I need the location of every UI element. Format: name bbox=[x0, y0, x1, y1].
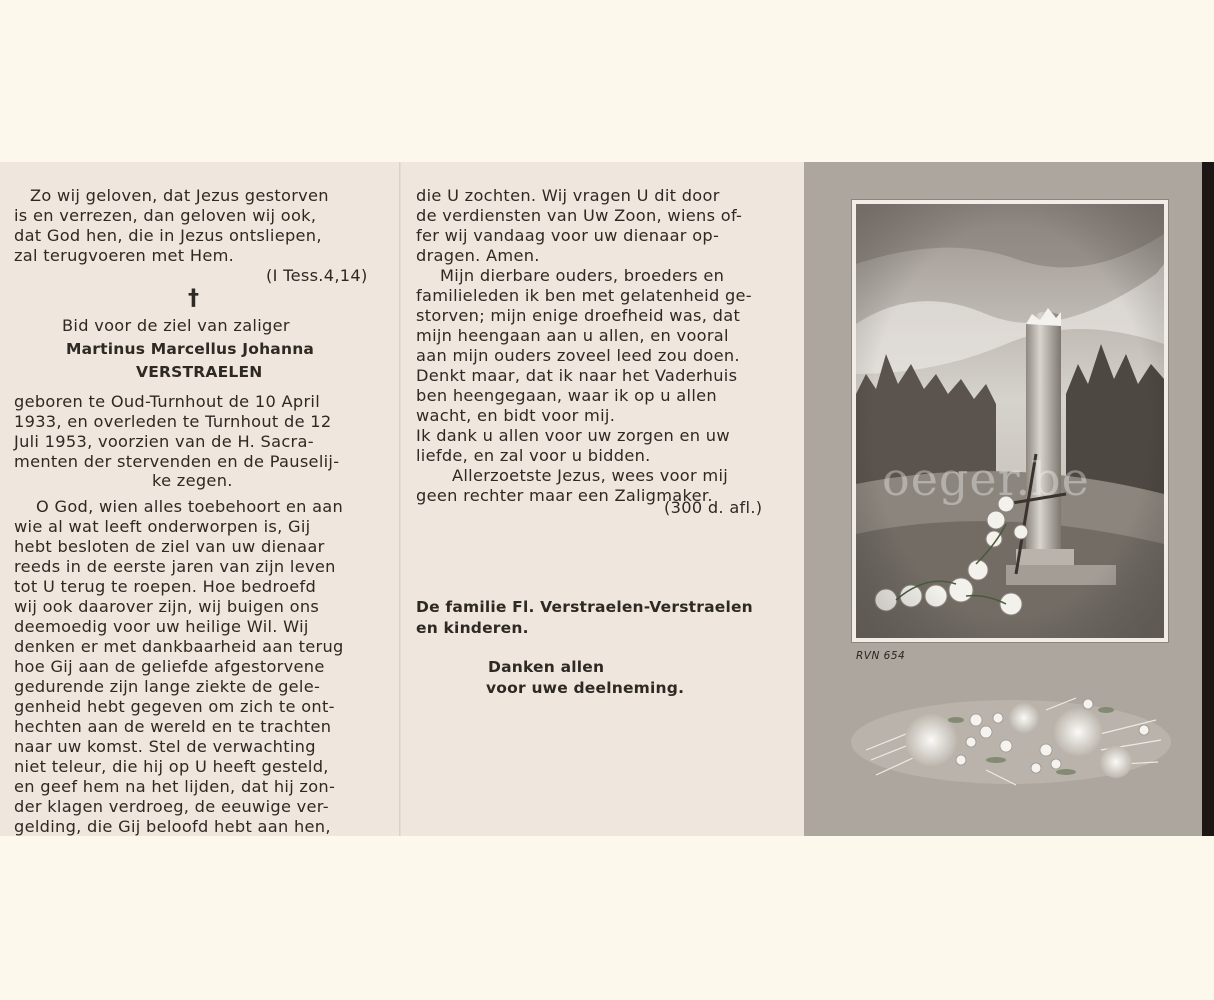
prayer-line: O God, wien alles toebehoort en aan bbox=[36, 497, 344, 516]
prayer-line: geen rechter maar een Zaligmaker. bbox=[416, 486, 713, 505]
prayer-line: Ik dank u allen voor uw zorgen en uw bbox=[416, 426, 730, 445]
prayer-intro: Bid voor de ziel van zaliger bbox=[62, 316, 290, 335]
card-edge bbox=[1202, 162, 1214, 836]
prayer-line: en geef hem na het lijden, dat hij zon- bbox=[14, 777, 336, 796]
prayer-line: wij ook daarover zijn, wij buigen ons bbox=[14, 597, 320, 616]
prayer-line: Mijn dierbare ouders, broeders en bbox=[440, 266, 725, 285]
verse-line: is en verrezen, dan geloven wij ook, bbox=[14, 206, 317, 225]
memorial-picture bbox=[856, 204, 1164, 638]
bio-line: geboren te Oud-Turnhout de 10 April bbox=[14, 392, 321, 411]
deceased-given-names: Martinus Marcellus Johanna bbox=[66, 340, 315, 358]
prayer-line: hoe Gij aan de geliefde afgestorvene bbox=[14, 657, 325, 676]
prayer-line: gelding, die Gij beloofd hebt aan hen, bbox=[14, 817, 331, 836]
bio-line: Juli 1953, voorzien van de H. Sacra- bbox=[14, 432, 314, 451]
broken-column-illustration bbox=[856, 204, 1164, 638]
prayer-line: wie al wat leeft onderworpen is, Gij bbox=[14, 517, 311, 536]
prayer-line: naar uw komst. Stel de verwachting bbox=[14, 737, 316, 756]
thanks-line: Danken allen bbox=[488, 658, 605, 676]
verse-line: Zo wij geloven, dat Jezus gestorven bbox=[30, 186, 329, 205]
picture-caption: RVN 654 bbox=[856, 650, 906, 662]
prayer-line: liefde, en zal voor u bidden. bbox=[416, 446, 651, 465]
prayer-line: ben heengegaan, waar ik op u allen bbox=[416, 386, 717, 405]
prayer-line: Allerzoetste Jezus, wees voor mij bbox=[452, 466, 729, 485]
prayer-line: denken er met dankbaarheid aan terug bbox=[14, 637, 344, 656]
family-line: De familie Fl. Verstraelen-Verstraelen bbox=[416, 598, 753, 616]
prayer-line: fer wij vandaag voor uw dienaar op- bbox=[416, 226, 720, 245]
family-line-2: en kinderen. bbox=[416, 619, 529, 637]
prayer-line: deemoedig voor uw heilige Wil. Wij bbox=[14, 617, 309, 636]
flower-ornament bbox=[846, 690, 1176, 790]
prayer-line: gedurende zijn lange ziekte de gele- bbox=[14, 677, 321, 696]
indulgence-note: (300 d. afl.) bbox=[664, 498, 763, 517]
flower-ornament-svg bbox=[846, 690, 1176, 790]
bio-line: 1933, en overleden te Turnhout de 12 bbox=[14, 412, 332, 431]
prayer-line: de verdiensten van Uw Zoon, wiens of- bbox=[416, 206, 743, 225]
prayer-line: reeds in de eerste jaren van zijn leven bbox=[14, 557, 336, 576]
prayer-line: niet teleur, die hij op U heeft gesteld, bbox=[14, 757, 329, 776]
prayer-line: hechten aan de wereld en te trachten bbox=[14, 717, 332, 736]
verse-line: zal terugvoeren met Hem. bbox=[14, 246, 235, 265]
fold-line bbox=[399, 162, 402, 836]
prayer-line: dragen. Amen. bbox=[416, 246, 540, 265]
thanks-line-2: voor uwe deelneming. bbox=[486, 679, 685, 697]
prayer-line: aan mijn ouders zoveel leed zou doen. bbox=[416, 346, 740, 365]
prayer-line: mijn heengaan aan u allen, en vooral bbox=[416, 326, 729, 345]
verse-reference: (I Tess.4,14) bbox=[266, 266, 368, 285]
prayer-line: tot U terug te roepen. Hoe bedroefd bbox=[14, 577, 317, 596]
watermark-text: oeger.be bbox=[882, 452, 1090, 506]
bio-line: ke zegen. bbox=[152, 471, 233, 490]
deceased-surname: VERSTRAELEN bbox=[136, 363, 263, 381]
bio-line: menten der stervenden en de Pauselij- bbox=[14, 452, 340, 471]
verse-line: dat God hen, die in Jezus ontsliepen, bbox=[14, 226, 322, 245]
prayer-line: wacht, en bidt voor mij. bbox=[416, 406, 616, 425]
prayer-line: Denkt maar, dat ik naar het Vaderhuis bbox=[416, 366, 738, 385]
prayer-line: die U zochten. Wij vragen U dit door bbox=[416, 186, 720, 205]
prayer-line: genheid hebt gegeven om zich te ont- bbox=[14, 697, 335, 716]
cross-icon: † bbox=[188, 286, 199, 311]
prayer-line: storven; mijn enige droefheid was, dat bbox=[416, 306, 741, 325]
prayer-line: hebt besloten de ziel van uw dienaar bbox=[14, 537, 325, 556]
prayer-line: familieleden ik ben met gelatenheid ge- bbox=[416, 286, 752, 305]
prayer-line: der klagen verdroeg, de eeuwige ver- bbox=[14, 797, 329, 816]
